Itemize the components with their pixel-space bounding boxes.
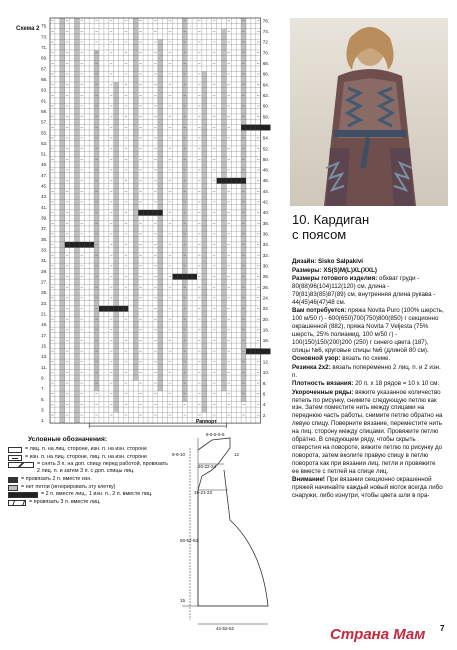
row-label-right: 8. xyxy=(262,380,267,386)
row-label-right: 40. xyxy=(262,210,270,216)
row-label-left: 43. xyxy=(41,194,48,200)
decrease-block-icon xyxy=(8,492,38,498)
schematic-left-top-label: 9-9-10 xyxy=(172,452,186,457)
main-pattern xyxy=(292,355,444,363)
legend-text: = лиц. п. на лиц. стороне, изн. п. на изн. стороне xyxy=(25,446,147,452)
instructions-column xyxy=(292,258,444,501)
row-label-right: 14. xyxy=(262,348,270,354)
gauge-label: Плотность вязания: xyxy=(292,380,354,388)
row-label-left: 65. xyxy=(41,76,48,82)
row-label-left: 41. xyxy=(41,204,48,210)
row-label-right: 2. xyxy=(262,412,267,418)
row-label-left: 31. xyxy=(41,258,48,264)
materials-text: пряжа Novita Puro (100% шерсть, 100 м/50 г) - 600(650)700(750)800(850) г секционно окрашенной (882), пряжа Novita 7 Veljesta (75% шерсть, 25% полиамид, 100 м/50 г) - 100(150)150(200)200 (250) г синего цвета (187), спицы №6, круговые спицы №6 (длиной 80 см). xyxy=(292,307,444,354)
legend-text: = 2 п. вместе лиц., 1 изн. п., 2 п. вместе лиц. xyxy=(41,491,153,498)
legend-item-k3tog xyxy=(8,499,168,506)
row-label-right: 16. xyxy=(262,338,270,344)
row-label-left: 57. xyxy=(41,119,48,125)
empty-square-icon xyxy=(8,447,22,453)
row-label-right: 52. xyxy=(262,146,270,152)
decrease-block xyxy=(173,274,198,280)
legend-title: Условные обозначения: xyxy=(28,436,108,443)
design-credit: Дизайн: Sisko Salpakivi xyxy=(292,258,364,265)
article-title xyxy=(292,212,442,242)
gray-square-icon xyxy=(8,485,18,491)
row-label-right: 28. xyxy=(262,274,270,280)
legend-item-knit xyxy=(8,446,168,453)
row-label-right: 58. xyxy=(262,114,270,120)
row-label-right: 20. xyxy=(262,316,270,322)
row-label-right: 56. xyxy=(262,124,270,130)
legend-item-no-stitch xyxy=(8,484,168,491)
row-label-right: 74. xyxy=(262,28,270,34)
legend-text: = нет петли (игнорировать эту клетку) xyxy=(21,483,116,490)
row-label-left: 63. xyxy=(41,87,48,93)
row-label-left: 49. xyxy=(41,162,48,168)
row-label-left: 67. xyxy=(41,66,48,72)
legend xyxy=(8,436,168,506)
row-label-right: 70. xyxy=(262,50,270,56)
row-label-right: 46. xyxy=(262,178,270,184)
schematic-shoulder-label: 20-22-24 xyxy=(198,464,217,469)
materials-label: Вам потребуется: xyxy=(292,307,347,315)
cardigan-photo-illustration xyxy=(290,18,448,206)
schema-label: Схема 2 xyxy=(16,26,40,32)
materials xyxy=(292,307,444,354)
rib-stitch-label: Резинка 2х2: xyxy=(292,363,331,371)
row-label-left: 21. xyxy=(41,311,48,317)
decrease-block xyxy=(138,210,163,216)
page-number: 7 xyxy=(440,624,445,633)
legend-text: = изн. п. на лиц. стороне, лиц. п. на изн. стороне xyxy=(25,453,147,460)
row-label-left: 53. xyxy=(41,140,48,146)
row-label-left: 71. xyxy=(41,44,48,50)
knitting-chart xyxy=(0,0,290,430)
row-label-right: 12. xyxy=(262,359,270,365)
row-label-left: 29. xyxy=(41,268,48,274)
row-label-left: 11. xyxy=(41,364,48,370)
row-label-left: 69. xyxy=(41,55,48,61)
row-label-left: 39. xyxy=(41,215,48,221)
main-pattern-label: Основной узор: xyxy=(292,355,341,363)
raport-label: Раппорт xyxy=(196,419,217,425)
row-label-right: 68. xyxy=(262,60,270,66)
schematic-top-label: 8-5-5-5-5 xyxy=(206,432,225,437)
schematic-mid-label: 19-21-23 xyxy=(194,490,213,495)
row-label-left: 7. xyxy=(41,386,45,392)
row-label-right: 36. xyxy=(262,231,270,237)
row-label-left: 51. xyxy=(41,151,48,157)
row-label-left: 35. xyxy=(41,236,48,242)
row-label-left: 47. xyxy=(41,172,48,178)
row-label-right: 72. xyxy=(262,39,270,45)
legend-item-decrease xyxy=(8,491,168,498)
row-label-right: 76. xyxy=(262,18,270,24)
row-label-left: 37. xyxy=(41,226,48,232)
row-label-left: 13. xyxy=(41,354,48,360)
attention-text: При вязании секционно окрашенной пряжей начинайте каждый новый моток всегда либо снаружи, либо изнутри, чтобы цвета шли в пра- xyxy=(292,476,443,500)
row-label-right: 32. xyxy=(262,252,270,258)
row-label-right: 24. xyxy=(262,295,270,301)
legend-text: = снять 3 п. на доп. спицу перед работой, провязать 2 лиц. п. и затем 3 п. с доп. спицы лиц. xyxy=(37,461,168,475)
row-label-right: 60. xyxy=(262,103,270,109)
schematic-bottom-label: 42-52-52 xyxy=(216,626,235,631)
title-line-1: 10. Кардиган xyxy=(292,212,370,227)
row-label-right: 4. xyxy=(262,402,267,408)
row-label-left: 45. xyxy=(41,183,48,189)
finished-size xyxy=(292,275,444,307)
row-label-right: 38. xyxy=(262,220,270,226)
legend-item-cable xyxy=(8,461,168,475)
dash-square-icon xyxy=(8,455,22,461)
short-rows xyxy=(292,389,444,476)
k3tog-icon xyxy=(8,500,26,506)
row-label-right: 42. xyxy=(262,199,270,205)
row-label-left: 75. xyxy=(41,23,48,29)
schematic-top-side-label: 12 xyxy=(234,452,240,457)
row-label-right: 44. xyxy=(262,188,270,194)
row-label-right: 66. xyxy=(262,71,270,77)
title-line-2: с поясом xyxy=(292,227,347,242)
row-label-left: 19. xyxy=(41,322,48,328)
legend-text: = провязать 2 п. вместе изн. xyxy=(21,475,92,482)
row-label-right: 50. xyxy=(262,156,270,162)
sizes: Размеры: XS(S)M(L)XL(XXL) xyxy=(292,266,377,274)
gauge-text: 20 п. x 18 рядов = 10 x 10 см. xyxy=(355,380,440,388)
row-label-right: 18. xyxy=(262,327,270,333)
schematic-bottom-left-label: 15 xyxy=(180,598,186,603)
row-label-left: 27. xyxy=(41,279,48,285)
watermark: Страна Мам xyxy=(330,626,426,643)
row-label-left: 59. xyxy=(41,108,48,114)
row-label-right: 6. xyxy=(262,391,267,397)
rib-stitch-text: вязать попеременно 2 лиц. п. и 2 изн. п. xyxy=(292,363,441,379)
row-label-left: 61. xyxy=(41,98,48,104)
cable-cross-icon xyxy=(8,462,34,468)
row-label-left: 33. xyxy=(41,247,48,253)
row-label-left: 5. xyxy=(41,396,45,402)
attention-note xyxy=(292,476,444,500)
row-label-left: 9. xyxy=(41,375,45,381)
rib-stitch xyxy=(292,364,444,380)
row-label-right: 62. xyxy=(262,92,270,98)
legend-item-p2tog xyxy=(8,476,168,483)
garment-schematic xyxy=(170,430,285,635)
finished-size-text: обхват груди - 80(88)96(104)112(120) см, длина - 79(81)83(85)87(89) см, внутренняя длина рукава - 44(45)46(47)48 см. xyxy=(292,275,436,306)
legend-text: = провязать 3 п. вместе лиц. xyxy=(29,498,101,505)
model-photo xyxy=(290,18,448,206)
attention-label: Внимание! xyxy=(292,476,325,484)
row-label-left: 17. xyxy=(41,332,48,338)
row-label-left: 15. xyxy=(41,343,48,349)
row-label-right: 26. xyxy=(262,284,270,290)
row-label-right: 64. xyxy=(262,82,270,88)
row-label-right: 54. xyxy=(262,135,270,141)
finished-size-label: Размеры готового изделия: xyxy=(292,275,378,282)
row-label-right: 22. xyxy=(262,306,270,312)
row-label-left: 1. xyxy=(41,418,45,424)
gauge xyxy=(292,380,444,388)
short-rows-text: вяжите указанное количество петель по рисунку, снимите следующую петлю как изн. Затем поместите нить между спицами на переднюю часть работы, снимите петлю обратно на левую спицу. Поверните вязание, переместите нить на лиц. сторону между спицами. Провяжите петлю обратно. В следующем ряду, чтобы скрыть отверстия на повороте, вяжите петлю по рисунку до поворота, затем вколите правую спицу в петлю поворота как при вязании лиц. петли и провяжите ее вместе с петлей на спице лиц. xyxy=(292,388,443,475)
row-label-left: 55. xyxy=(41,130,48,136)
row-label-left: 23. xyxy=(41,300,48,306)
row-label-left: 3. xyxy=(41,407,45,413)
row-label-left: 25. xyxy=(41,290,48,296)
row-label-left: 73. xyxy=(41,34,48,40)
row-label-right: 34. xyxy=(262,242,270,248)
row-label-right: 48. xyxy=(262,167,270,173)
row-label-right: 10. xyxy=(262,370,270,376)
short-rows-label: Укороченные ряды: xyxy=(292,388,354,396)
schematic-side-label: 50-52-53 xyxy=(180,538,199,543)
row-label-right: 30. xyxy=(262,263,270,269)
dark-square-icon xyxy=(8,477,18,483)
legend-item-purl xyxy=(8,454,168,461)
main-pattern-text: вязать по схеме. xyxy=(342,355,391,363)
